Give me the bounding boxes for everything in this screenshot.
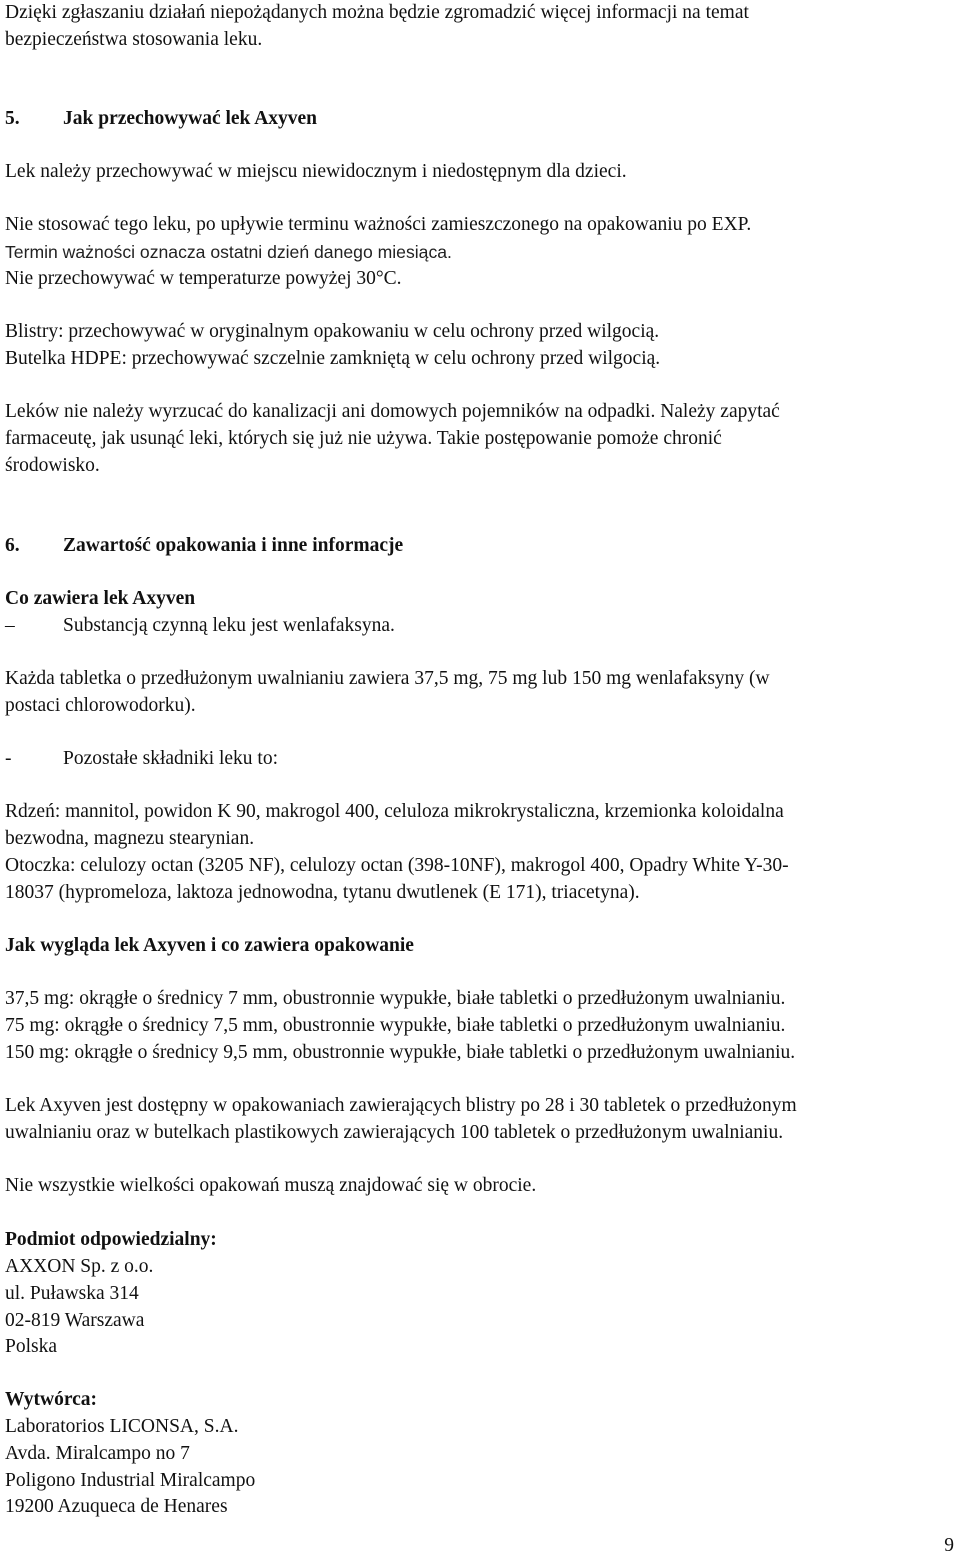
page-number: 9 bbox=[944, 1535, 954, 1556]
appearance-150mg: 150 mg: okrągłe o średnicy 9,5 mm, obustronnie wypukłe, białe tabletki o przedłużonym uwalnianiu. bbox=[5, 1042, 796, 1063]
other-ingredients-bullet bbox=[5, 746, 278, 773]
composition-subtitle: Co zawiera lek Axyven bbox=[5, 588, 196, 609]
disposal-line-3: środowisko. bbox=[5, 455, 100, 476]
mah-name: AXXON Sp. z o.o. bbox=[5, 1256, 154, 1277]
mah-label: Podmiot odpowiedzialny: bbox=[5, 1229, 217, 1250]
storage-children: Lek należy przechowywać w miejscu niewidocznym i niedostępnym dla dzieci. bbox=[5, 161, 627, 182]
section-5-heading bbox=[5, 106, 317, 133]
appearance-75mg: 75 mg: okrągłe o średnicy 7,5 mm, obustronnie wypukłe, białe tabletki o przedłużonym uwalnianiu. bbox=[5, 1015, 786, 1036]
section-6-heading bbox=[5, 533, 403, 560]
manufacturer-city: 19200 Azuqueca de Henares bbox=[5, 1496, 228, 1517]
disposal-line-1: Leków nie należy wyrzucać do kanalizacji ani domowych pojemników na odpadki. Należy zapytać bbox=[5, 401, 780, 422]
section-5-number: 5. bbox=[5, 108, 20, 129]
mah-street: ul. Puławska 314 bbox=[5, 1283, 139, 1304]
packaging-line-1: Lek Axyven jest dostępny w opakowaniach zawierających blistry po 28 i 30 tabletek o przedłużonym bbox=[5, 1095, 797, 1116]
bullet-dash-1: – bbox=[5, 615, 15, 636]
active-substance-text: Substancją czynną leku jest wenlafaksyna. bbox=[63, 615, 395, 636]
coating-line-2: 18037 (hypromeloza, laktoza jednowodna, tytanu dwutlenek (E 171), triacetyna). bbox=[5, 882, 640, 903]
manufacturer-name: Laboratorios LICONSA, S.A. bbox=[5, 1416, 239, 1437]
manufacturer-street: Avda. Miralcampo no 7 bbox=[5, 1443, 190, 1464]
core-line-1: Rdzeń: mannitol, powidon K 90, makrogol 400, celuloza mikrokrystaliczna, krzemionka koloidalna bbox=[5, 801, 784, 822]
section-6-number: 6. bbox=[5, 535, 20, 556]
section-6-title: Zawartość opakowania i inne informacje bbox=[63, 535, 404, 556]
manufacturer-label: Wytwórca: bbox=[5, 1389, 98, 1410]
packaging-line-2: uwalnianiu oraz w butelkach plastikowych zawierających 100 tabletek o przedłużonym uwalnianiu. bbox=[5, 1122, 784, 1143]
section-5-title: Jak przechowywać lek Axyven bbox=[63, 108, 318, 129]
expiry-line-2: Termin ważności oznacza ostatni dzień danego miesiąca. bbox=[5, 242, 452, 262]
pack-sizes-note: Nie wszystkie wielkości opakowań muszą znajdować się w obrocie. bbox=[5, 1175, 537, 1196]
appearance-37-5mg: 37,5 mg: okrągłe o średnicy 7 mm, obustronnie wypukłe, białe tabletki o przedłużonym uwalnianiu. bbox=[5, 988, 786, 1009]
intro-line-1: Dzięki zgłaszaniu działań niepożądanych można będzie zgromadzić więcej informacji na temat bbox=[5, 2, 749, 23]
other-ingredients-text: Pozostałe składniki leku to: bbox=[63, 748, 279, 769]
mah-city: 02-819 Warszawa bbox=[5, 1310, 145, 1331]
manufacturer-area: Poligono Industrial Miralcampo bbox=[5, 1470, 256, 1491]
expiry-line-1: Nie stosować tego leku, po upływie terminu ważności zamieszczonego na opakowaniu po EXP. bbox=[5, 214, 752, 235]
appearance-subtitle: Jak wygląda lek Axyven i co zawiera opakowanie bbox=[5, 935, 414, 956]
core-line-2: bezwodna, magnezu stearynian. bbox=[5, 828, 255, 849]
coating-line-1: Otoczka: celulozy octan (3205 NF), celulozy octan (398-10NF), makrogol 400, Opadry White Y-30- bbox=[5, 855, 789, 876]
tablet-content-line-1: Każda tabletka o przedłużonym uwalnianiu zawiera 37,5 mg, 75 mg lub 150 mg wenlafaksyny (w bbox=[5, 668, 770, 689]
temperature-line: Nie przechowywać w temperaturze powyżej 30°C. bbox=[5, 268, 402, 289]
mah-country: Polska bbox=[5, 1336, 58, 1357]
active-substance-bullet bbox=[5, 613, 395, 640]
intro-line-2: bezpieczeństwa stosowania leku. bbox=[5, 29, 263, 50]
blister-storage: Blistry: przechowywać w oryginalnym opakowaniu w celu ochrony przed wilgocią. bbox=[5, 321, 660, 342]
disposal-line-2: farmaceutę, jak usunąć leki, których się już nie używa. Takie postępowanie pomoże chronić bbox=[5, 428, 722, 449]
bullet-dash-2: - bbox=[5, 748, 12, 769]
bottle-storage: Butelka HDPE: przechowywać szczelnie zamkniętą w celu ochrony przed wilgocią. bbox=[5, 348, 661, 369]
tablet-content-line-2: postaci chlorowodorku). bbox=[5, 695, 196, 716]
